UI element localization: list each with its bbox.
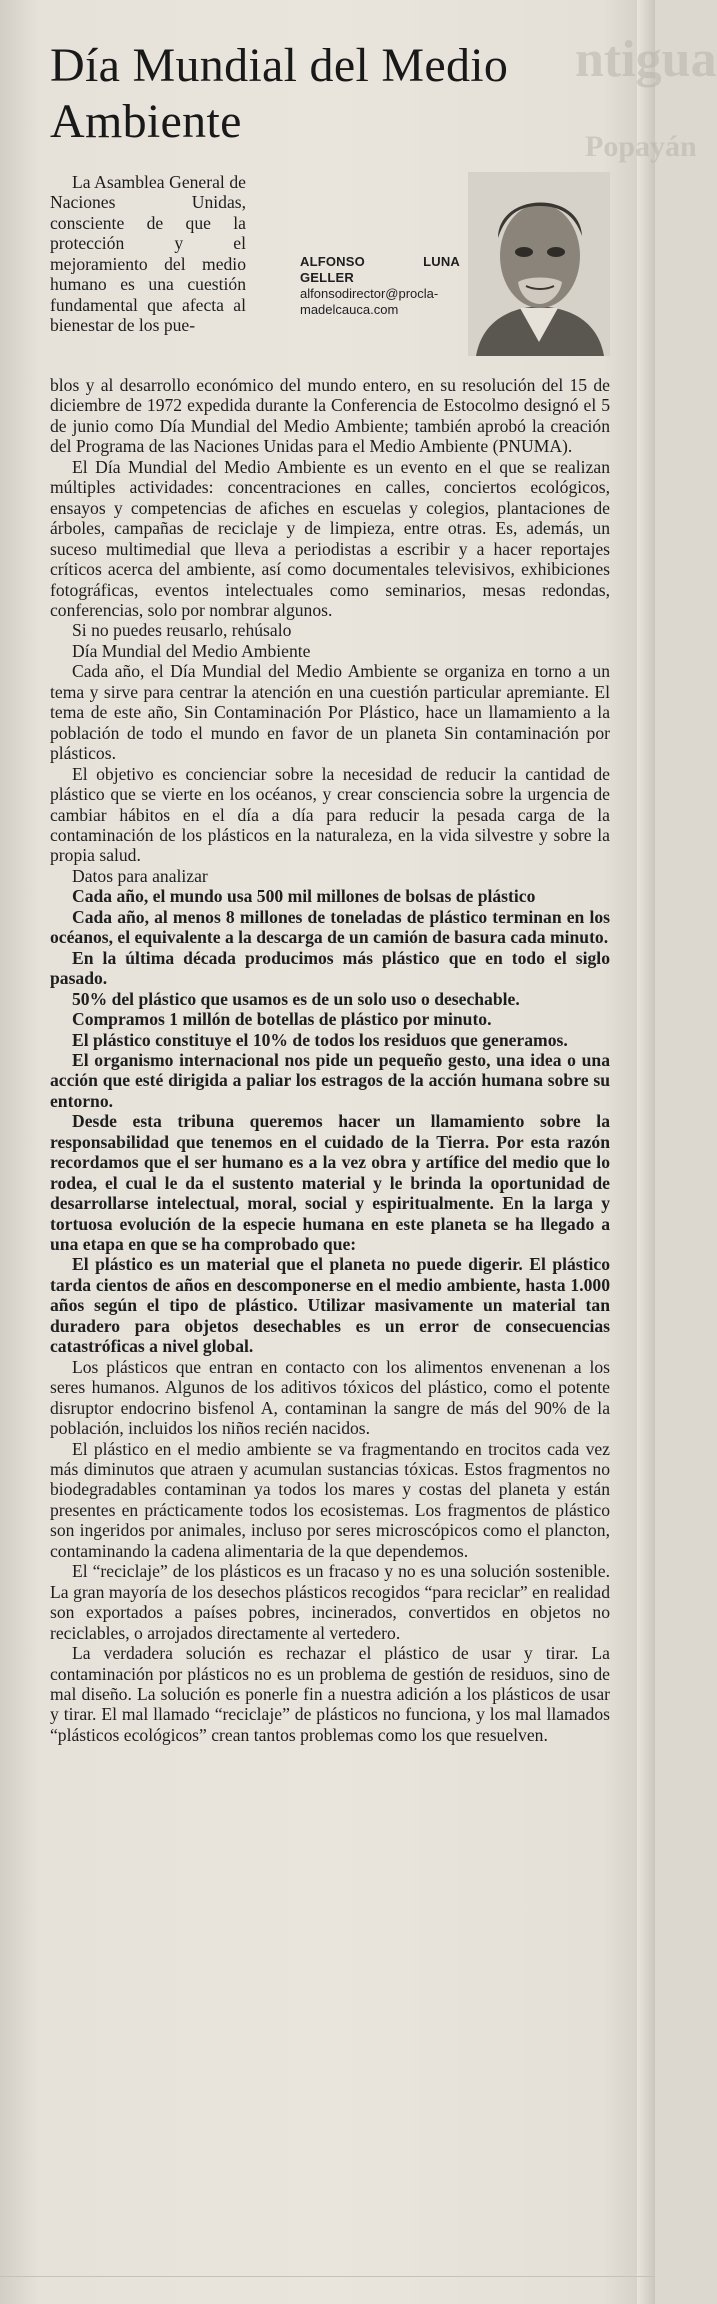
subhead-data: Datos para analizar (72, 865, 208, 886)
fact-item: Cada año, el mundo usa 500 mil millones de bolsas de plástico (72, 886, 536, 907)
paragraph-5: Los plásticos que entran en contacto con los alimentos envenenan a los seres humanos. Algunos de los aditivos tóxicos del plástico, como el potente disruptor endocrino bisfenol A, contaminan la sangre de más del 90% de la población, incluidos los niños recién nacidos. (50, 1356, 610, 1439)
facts-list (50, 886, 610, 1356)
article-body (50, 172, 610, 1745)
paragraph-7: El “reciclaje” de los plásticos es un fracaso y no es una solución sostenible. La gran mayoría de los desechos plásticos recogidos “para reciclar” en realidad son exportados a países pobres, incinerados, convertidos en objetos no reciclables, o arrojados directamente al vertedero. (50, 1561, 610, 1643)
author-email (300, 286, 460, 318)
author-name: ALFONSO LUNA GELLER (300, 254, 460, 285)
subhead-quote: Si no puedes reusarlo, rehúsalo (72, 620, 292, 641)
page-bottom-rule (0, 2276, 655, 2277)
lead-block (50, 172, 610, 375)
paragraph-8: La verdadera solución es rechazar el plástico de usar y tirar. La contaminación por plásticos no es un problema de gestión de residuos, sino de mal diseño. La solución es ponerle fin a nuestra adición a los plásticos de usar y tirar. El mal llamado “reciclaje” de plásticos no funciona, y los mal llamados “plásticos ecológicos” crean tantos problemas como los que resuelven. (50, 1643, 610, 1745)
lead-paragraph (50, 172, 246, 336)
fact-item: 50% del plástico que usamos es de un solo uso o desechable. (72, 988, 520, 1009)
byline (300, 254, 460, 318)
paragraph-4: El objetivo es concienciar sobre la necesidad de reducir la cantidad de plástico que se vierte en los océanos, y crear consciencia sobre la urgencia de cambiar hábitos en el día a día para reducir la pesada carga de la contaminación de los plásticos en la naturaleza, en la vida silvestre y sobre la propia salud. (50, 763, 610, 866)
subhead-event: Día Mundial del Medio Ambiente (72, 640, 311, 661)
fact-item: El plástico constituye el 10% de todos los residuos que generamos. (72, 1029, 568, 1050)
lead-continuation: blos y al desarrollo económico del mundo entero, en su resolución del 15 de diciembre de 1972 expedida durante la Conferencia de Estocolmo designó el 5 de junio como Día Mundial del Medio Ambiente; también aprobó la creación del Programa de las Naciones Unidas para el Medio Ambiente (PNUMA). (50, 375, 610, 457)
fact-item: En la última década producimos más plástico que en todo el siglo pasado. (50, 947, 610, 989)
opinion-article (50, 38, 610, 1745)
fact-item: El plástico es un material que el planeta no puede digerir. El plástico tarda cientos de años en descomponerse en el medio ambiente, hasta 1.000 años según el tipo de plástico. Utilizar masivamente un material tan duradero para objetos desechables es un error de consecuencias catastróficas a nivel global. (50, 1254, 610, 1357)
fact-item: El organismo internacional nos pide un pequeño gesto, una idea o una acción que esté dirigida a paliar los estragos de la acción humana sobre su entorno. (50, 1049, 610, 1111)
paragraph-2: El Día Mundial del Medio Ambiente es un evento en el que se realizan múltiples actividades: concentraciones en calles, conciertos ecológicos, ensayos y competencias de afiches en escuelas y colegios, plantaciones de árboles, campañas de reciclaje y de limpieza, entre otras. Es, además, un suceso multimedial que lleva a periodistas a escribir y a hacer reportajes críticos acerca del ambiente, así como documentales televisivos, exhibiciones fotográficas, eventos intelectuales como seminarios, mesas redondas, conferencias, solo por nombrar algunos. (50, 456, 610, 620)
fact-item: Compramos 1 millón de botellas de plástico por minuto. (72, 1009, 492, 1030)
fact-item: Desde esta tribuna queremos hacer un llamamiento sobre la responsabilidad que tenemos en el cuidado de la Tierra. Por esta razón recordamos que el ser humano es a la vez obra y artífice del medio que lo rodea, el cual le da el sustento material y le brinda la oportunidad de desarrollarse intelectual, moral, social y espiritualmente. En la larga y tortuosa evolución de la especie humana en este planeta se ha llegado a una etapa en que se ha comprobado que: (50, 1111, 610, 1255)
author-email-line2: madelcauca.com (300, 302, 399, 317)
article-title: Día Mundial del Medio Ambiente (50, 39, 509, 148)
fact-item: Cada año, al menos 8 millones de toneladas de plástico terminan en los océanos, el equivalente a la descarga de un camión de basura cada minuto. (50, 906, 610, 948)
adjacent-column-edge (637, 0, 655, 2304)
paragraph-6: El plástico en el medio ambiente se va fragmentando en trocitos cada vez más diminutos que atraen y acumulan sustancias tóxicas. Estos fragmentos no biodegradables contaminan ya todos los mares y costas del planeta y están presentes en prácticamente todos los ecosistemas. Los fragmentos de plástico son ingeridos por animales, incluso por seres microscópicos como el plancton, contaminando la cadena alimentaria de la que dependemos. (50, 1438, 610, 1561)
author-portrait-image (468, 172, 610, 356)
lead-text: La Asamblea General de Naciones Unidas, consciente de que la protección y el mejoramiento del medio humano es una cuestión fundamental que afecta al bienestar de los pue- (50, 172, 246, 336)
paragraph-3: Cada año, el Día Mundial del Medio Ambiente se organiza en torno a un tema y sirve para centrar la atención en una cuestión particular apremiante. El tema de este año, Sin Contaminación Por Plástico, hace un llamamiento a la población de todo el mundo en favor de un planeta Sin contaminación por plásticos. (50, 661, 610, 764)
adjacent-headline-fragment-2: Popayán (585, 130, 697, 163)
adjacent-headline-fragment: ntigua (575, 31, 717, 88)
author-email-line1: alfonsodirector@procla- (300, 286, 439, 301)
author-photo (468, 172, 610, 356)
